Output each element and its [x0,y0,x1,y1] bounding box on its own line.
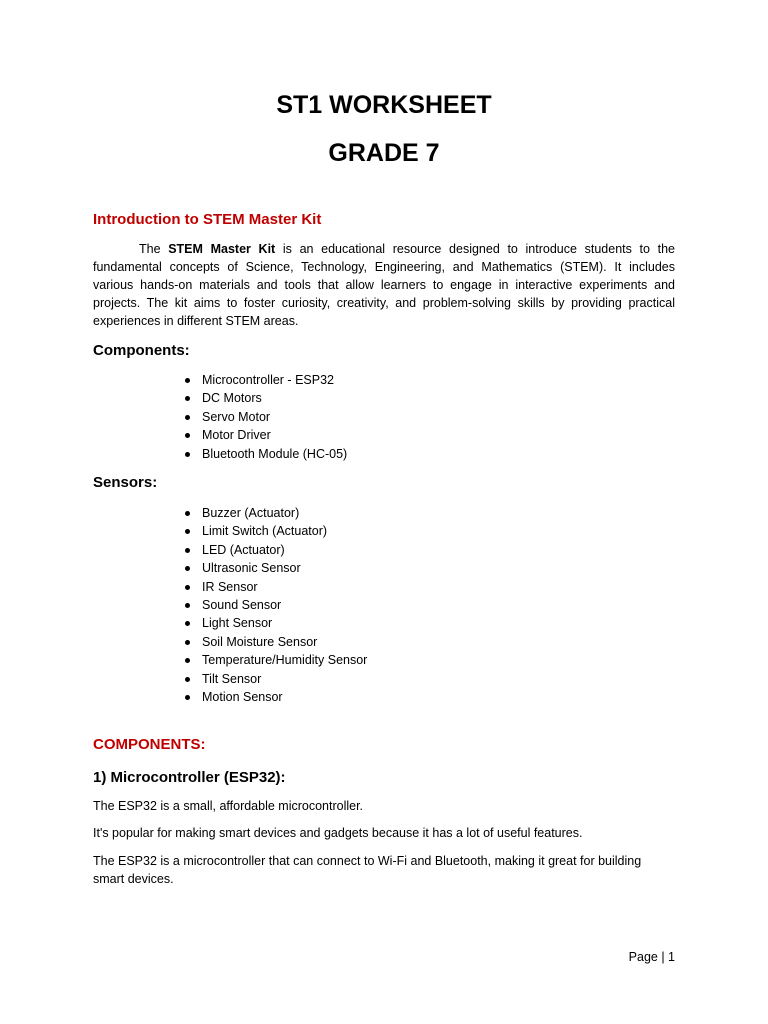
sensors-list [184,504,367,706]
page-number: Page | 1 [628,950,675,964]
components-heading: Components: [93,342,190,359]
intro-heading: Introduction to STEM Master Kit [93,211,322,228]
esp32-paragraph-3: The ESP32 is a microcontroller that can connect to Wi-Fi and Bluetooth, making it great for building smart devices. [93,854,642,886]
intro-paragraph [93,240,675,330]
esp32-paragraph-1: The ESP32 is a small, affordable microcontroller. [93,799,364,813]
grade-title: GRADE 7 [328,139,440,167]
list-item: Tilt Sensor [184,670,367,688]
list-item: LED (Actuator) [184,541,367,559]
list-item: Light Sensor [184,614,367,632]
list-item: Sound Sensor [184,596,367,614]
intro-rest: is an educational resource designed to introduce students to the fundamental concepts of Science, Technology, Engineering, and Mathematics (STEM). It includes various hands-on materials and tools that allow learners to engage in interactive experiments and projects. The kit aims to foster curiosity, creativity, and problem-solving skills by providing practical experiences in different STEM areas. [93,242,675,328]
intro-kit-name: STEM Master Kit [168,242,276,256]
esp32-paragraph-2: It's popular for making smart devices and gadgets because it has a lot of useful features. [93,826,583,840]
components-section-heading: COMPONENTS: [93,736,206,753]
components-list [184,371,347,463]
intro-prefix: The [139,242,169,256]
list-item: Microcontroller - ESP32 [184,371,347,389]
list-item: Ultrasonic Sensor [184,559,367,577]
list-item: Limit Switch (Actuator) [184,522,367,540]
list-item: Motor Driver [184,426,347,444]
worksheet-title: ST1 WORKSHEET [276,91,492,119]
list-item: Motion Sensor [184,688,367,706]
list-item: IR Sensor [184,578,367,596]
list-item: Servo Motor [184,408,347,426]
microcontroller-heading: 1) Microcontroller (ESP32): [93,769,286,786]
list-item: Bluetooth Module (HC-05) [184,445,347,463]
list-item: Buzzer (Actuator) [184,504,367,522]
list-item: DC Motors [184,389,347,407]
list-item: Soil Moisture Sensor [184,633,367,651]
sensors-heading: Sensors: [93,474,158,491]
list-item: Temperature/Humidity Sensor [184,651,367,669]
